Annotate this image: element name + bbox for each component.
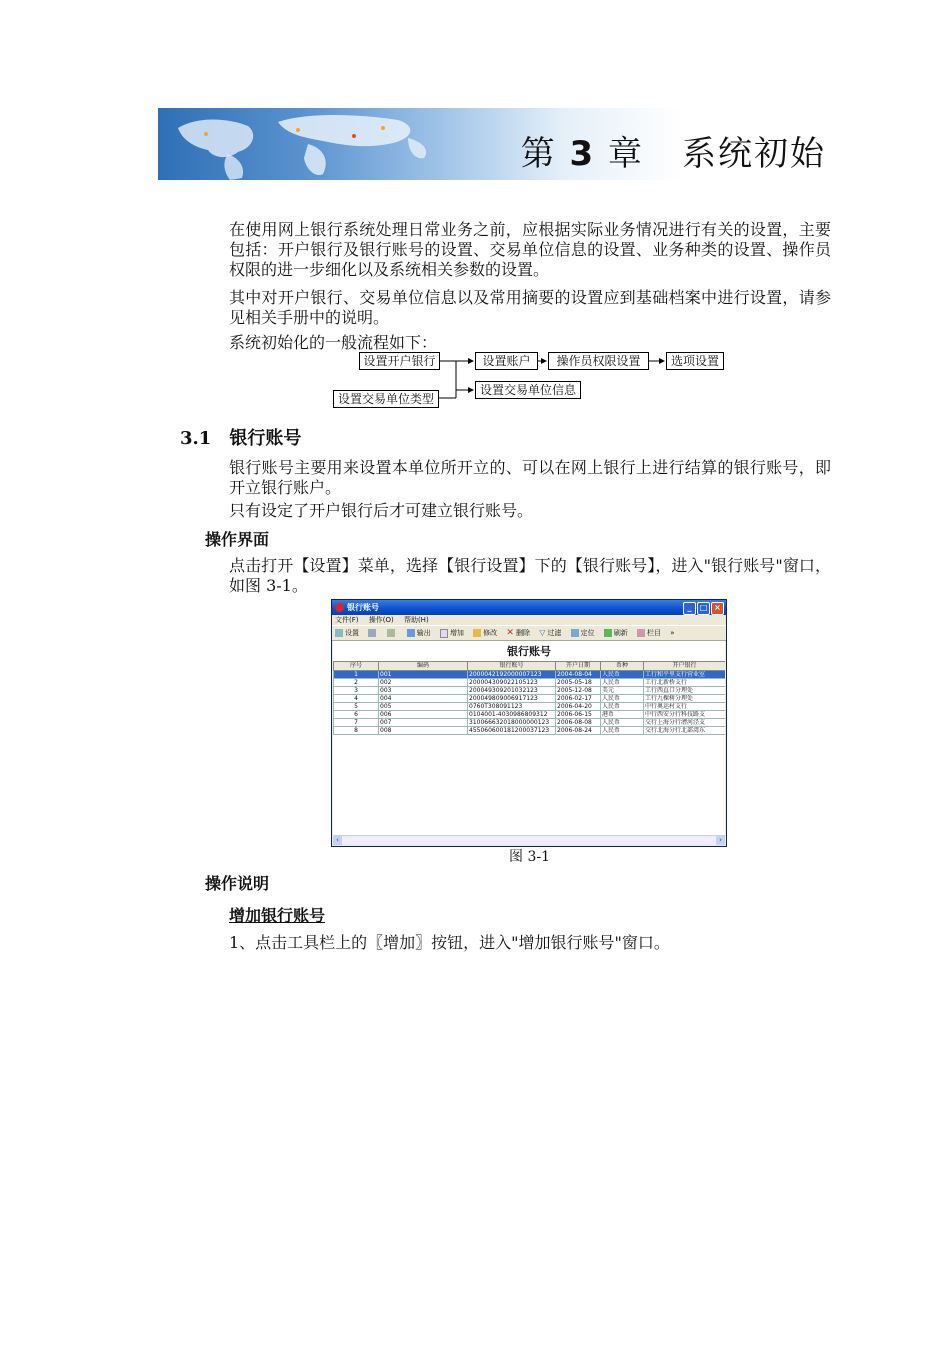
- toolbar-preview-button[interactable]: [387, 626, 397, 640]
- app-icon: [335, 603, 344, 612]
- ui-heading: 操作界面: [205, 530, 270, 549]
- scroll-right-icon[interactable]: ›: [716, 836, 725, 845]
- intro-paragraph-2: 其中对开户银行、交易单位信息以及常用摘要的设置应到基础档案中进行设置，请参见相关手册中的说明。: [229, 288, 831, 327]
- flow-box-trade-unit-info: 设置交易单位信息: [475, 381, 581, 399]
- toolbar: [332, 625, 726, 641]
- bank-account-window: [331, 599, 727, 847]
- section-paragraph-2: 只有设定了开户银行后才可建立银行账号。: [229, 501, 534, 520]
- column-header[interactable]: 开户银行: [644, 662, 726, 671]
- print-icon: [368, 629, 376, 637]
- menu-help[interactable]: 帮助(H): [403, 616, 429, 624]
- column-header[interactable]: 开户日期: [556, 662, 601, 671]
- toolbar-filter-button[interactable]: ▽ 过滤: [539, 626, 561, 640]
- toolbar-add-button[interactable]: 增加: [440, 626, 464, 640]
- table-row[interactable]: 4 004 20004980900691712З 2006-02-17 人民币 工行九棵树分理处: [334, 695, 726, 703]
- table-row[interactable]: 7 007 310066632018000000123 2006-08-08 人民币 交行上海分行漕河泾支: [334, 719, 726, 727]
- table-row[interactable]: 6 006 0104001-4030986809312 2006-06-15 港币 中行西安分行科技路支: [334, 711, 726, 719]
- filter-icon: ▽: [539, 628, 546, 637]
- toolbar-edit-button[interactable]: 修改: [473, 626, 497, 640]
- flow-chart: [0, 0, 952, 420]
- toolbar-columns-button[interactable]: 栏目: [637, 626, 661, 640]
- table-header-row: [334, 662, 726, 671]
- chapter-title: 第 3 章 系统初始: [520, 134, 826, 174]
- window-titlebar: [332, 600, 726, 615]
- table-row[interactable]: 5 005 0760T308091123 2006-04-20 人民币 中行奥运村支行: [334, 703, 726, 711]
- edit-icon: [473, 629, 481, 637]
- minimize-icon[interactable]: _: [683, 602, 696, 615]
- intro-paragraph-1: 在使用网上银行系统处理日常业务之前，应根据实际业务情况进行有关的设置，主要包括：开户银行及银行账号的设置、交易单位信息的设置、业务种类的设置、操作员权限的进一步细化以及系统相关参数的设置。: [229, 220, 831, 279]
- horizontal-scrollbar[interactable]: [333, 835, 725, 845]
- toolbar-export-button[interactable]: 输出: [407, 626, 431, 640]
- preview-icon: [387, 629, 395, 637]
- column-header[interactable]: 币种: [601, 662, 644, 671]
- flow-arrows: [0, 0, 952, 420]
- table-row[interactable]: 2 002 20000430902210512З 2005-05-18 人民币 工行北新桥支行: [334, 679, 726, 687]
- section-paragraph-1: 银行账号主要用来设置本单位所开立的、可以在网上银行上进行结算的银行账号，即开立银行账户。: [229, 458, 831, 497]
- grid-area: [333, 641, 725, 835]
- add-account-heading: 增加银行账号: [229, 906, 326, 925]
- intro-paragraph-3: 系统初始化的一般流程如下：: [229, 333, 438, 352]
- operation-heading: 操作说明: [205, 874, 270, 893]
- toolbar-refresh-button[interactable]: 刷新: [604, 626, 628, 640]
- column-header[interactable]: 编码: [379, 662, 468, 671]
- flow-box-setup-account: 设置账户: [475, 352, 538, 370]
- delete-icon: ✕: [506, 628, 514, 638]
- section-heading: 3.1 银行账号: [180, 428, 302, 449]
- table-row[interactable]: 3 003 20004930920103212З 2005-12-08 美元 工行西直口分理处: [334, 687, 726, 695]
- column-header[interactable]: 银行账号: [468, 662, 556, 671]
- menu-file[interactable]: 文件(F): [335, 616, 359, 624]
- window-title: 银行账号: [347, 603, 379, 612]
- bank-account-table: [333, 661, 725, 735]
- export-icon: [407, 629, 415, 637]
- toolbar-delete-button[interactable]: ✕ 删除: [506, 628, 530, 638]
- table-row[interactable]: 8 008 455060600181200037123 2006-08-24 人民币 交行北海分行北部湾东: [334, 727, 726, 735]
- columns-icon: [637, 629, 645, 637]
- refresh-icon: [604, 629, 612, 637]
- flow-box-setup-bank: 设置开户银行: [359, 352, 440, 370]
- step-1: 1、点击工具栏上的〖增加〗按钮，进入"增加银行账号"窗口。: [229, 933, 670, 952]
- toolbar-locate-button[interactable]: 定位: [571, 626, 595, 640]
- toolbar-settings-button[interactable]: 设置: [335, 626, 359, 640]
- locate-icon: [571, 629, 579, 637]
- grid-title: 银行账号: [507, 645, 551, 658]
- maximize-icon[interactable]: □: [697, 602, 710, 615]
- world-map-graphic: [158, 108, 578, 180]
- close-icon[interactable]: ×: [711, 602, 724, 615]
- toolbar-print-button[interactable]: [368, 626, 378, 640]
- chapter-banner: [158, 108, 830, 180]
- flow-box-options: 选项设置: [666, 352, 724, 370]
- flow-box-trade-unit-type: 设置交易单位类型: [333, 390, 439, 408]
- table-row[interactable]: 1 001 2000042192000007123 2004-08-04 人民币 工行和平里支行营业室: [334, 671, 726, 679]
- flow-box-operator-permission: 操作员权限设置: [548, 352, 649, 370]
- toolbar-more-button[interactable]: »: [670, 629, 675, 637]
- column-header[interactable]: 序号: [334, 662, 379, 671]
- add-icon: [440, 629, 448, 638]
- menu-operation[interactable]: 操作(O): [368, 616, 394, 624]
- settings-icon: [335, 629, 343, 637]
- menu-bar: [332, 615, 726, 625]
- scroll-left-icon[interactable]: ‹: [333, 836, 342, 845]
- ui-paragraph: 点击打开【设置】菜单，选择【银行设置】下的【银行账号】，进入"银行账号"窗口，如图 3-1。: [229, 556, 831, 595]
- figure-caption: 图 3-1: [509, 849, 550, 865]
